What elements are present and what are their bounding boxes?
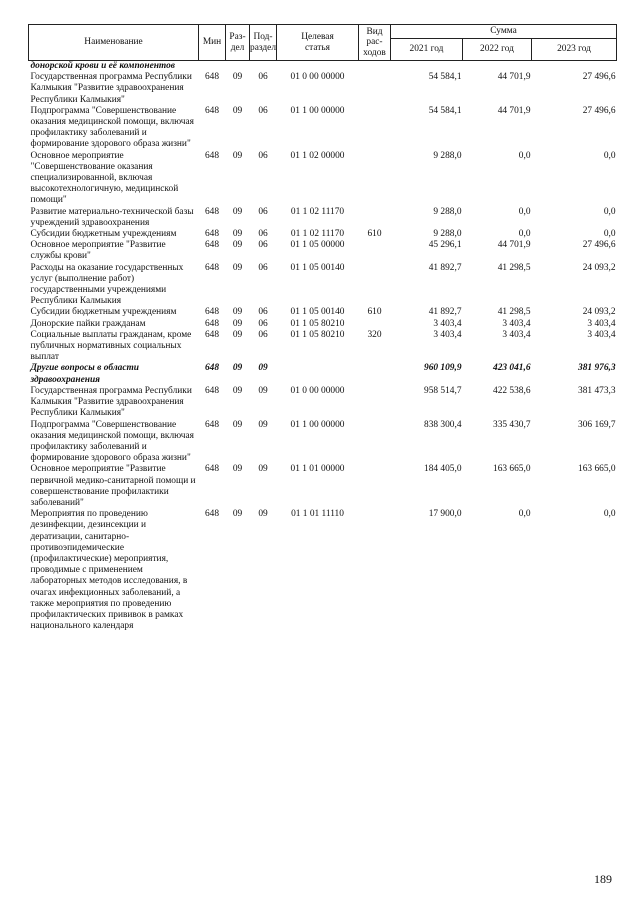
row-podrazdel	[250, 61, 277, 73]
row-sum-2021: 838 300,4	[424, 419, 462, 430]
row-razdel	[226, 61, 250, 73]
row-sum-2022: 0,0	[518, 509, 531, 520]
col-header-summa: Сумма	[391, 25, 617, 39]
table-row	[29, 464, 617, 509]
row-razdel: 09	[232, 509, 243, 520]
row-sum-2023: 27 496,6	[582, 105, 616, 116]
row-min: 648	[204, 72, 220, 83]
row-min: 648	[204, 363, 220, 374]
row-sum-2023: 27 496,6	[582, 240, 616, 251]
row-razdel: 09	[232, 464, 243, 475]
row-vid: 610	[367, 307, 382, 318]
row-sum-2021: 184 405,0	[424, 464, 462, 475]
row-target: 01 1 02 11170	[290, 206, 345, 217]
row-name: Социальные выплаты гражданам, кроме публичных нормативных социальных выплат	[30, 329, 192, 363]
row-sum-2023: 3 403,4	[587, 318, 616, 329]
row-sum-2023: 0,0	[603, 229, 616, 240]
row-vid	[359, 319, 391, 330]
row-vid	[359, 363, 391, 385]
row-podrazdel: 06	[258, 240, 268, 251]
row-min: 648	[204, 229, 220, 240]
row-sum-2022: 41 298,5	[497, 307, 531, 318]
row-target	[277, 61, 359, 73]
row-vid	[359, 61, 391, 73]
col-header-target: Целевая статья	[277, 25, 359, 61]
row-target: 01 1 05 00000	[290, 240, 345, 251]
row-target: 01 1 05 80210	[290, 318, 345, 329]
row-min: 648	[204, 150, 220, 161]
row-target	[277, 363, 359, 385]
table-row	[29, 420, 617, 465]
row-name: Основное мероприятие "Развитие службы крови"	[30, 240, 166, 262]
row-sum-2022: 0,0	[518, 150, 531, 161]
row-target: 01 1 02 00000	[290, 150, 345, 161]
row-vid: 320	[367, 329, 382, 340]
row-vid	[359, 106, 391, 151]
row-target: 01 1 02 11170	[290, 229, 345, 240]
row-vid	[359, 151, 391, 207]
row-target: 01 1 05 80210	[290, 329, 345, 340]
row-podrazdel: 06	[258, 150, 268, 161]
row-razdel: 09	[232, 206, 243, 217]
row-sum-2021: 41 892,7	[428, 307, 462, 318]
row-min: 648	[204, 385, 220, 396]
row-min: 648	[204, 307, 220, 318]
row-razdel: 09	[232, 307, 243, 318]
row-target: 01 1 01 00000	[290, 464, 345, 475]
table-row	[29, 330, 617, 364]
row-sum-2021: 54 584,1	[428, 105, 462, 116]
row-name: Подпрограмма "Совершенствование оказания медицинской помощи, включая профилактику заболеваний и формирование здорового образа жизни"	[30, 419, 194, 464]
row-razdel: 09	[232, 329, 243, 340]
row-vid	[359, 263, 391, 308]
row-name: Субсидии бюджетным учреждениям	[30, 229, 177, 240]
row-podrazdel: 09	[258, 464, 268, 475]
row-sum-2021: 958 514,7	[424, 385, 462, 396]
col-header-min: Мин	[199, 25, 226, 61]
row-podrazdel: 06	[258, 262, 268, 273]
row-target: 01 1 00 00000	[290, 419, 345, 430]
row-name: Государственная программа Республики Калмыкия "Развитие здравоохранения Республики Калмыкия"	[30, 385, 192, 419]
row-min: 648	[204, 105, 220, 116]
row-name: Государственная программа Республики Калмыкия "Развитие здравоохранения Республики Калмыкия"	[30, 72, 192, 105]
row-target: 01 1 05 00140	[290, 307, 345, 318]
row-name: Мероприятия по проведению дезинфекции, дезинсекции и дератизации, санитарно-противоэпидемические (профилактические) мероприятия, проводимые с применением лабораторных методов исследования, в очагах инфекционных заболеваний, а также мероприятия по проведению профилактических прививок в рамках национального календаря	[30, 509, 188, 632]
table-row	[29, 363, 617, 385]
col-header-razdel: Раз- дел	[226, 25, 250, 61]
col-header-name: Наименование	[29, 25, 199, 61]
row-podrazdel: 06	[258, 318, 268, 329]
row-name: Донорские пайки гражданам	[30, 318, 146, 329]
row-sum-2021: 9 288,0	[433, 229, 462, 240]
row-vid	[359, 420, 391, 465]
row-sum-2022: 3 403,4	[502, 329, 531, 340]
table-row	[29, 307, 617, 318]
table-row	[29, 509, 617, 632]
row-sum-2023: 381 473,3	[578, 385, 616, 396]
row-razdel: 09	[232, 150, 243, 161]
row-podrazdel: 09	[258, 385, 268, 396]
row-sum-2022: 3 403,4	[502, 318, 531, 329]
row-name: Основное мероприятие "Совершенствование оказания специализированной, включая высокотехнологичную, медицинской помощи"	[30, 150, 179, 206]
row-vid	[359, 240, 391, 262]
row-min: 648	[204, 464, 220, 475]
row-min: 648	[204, 509, 220, 520]
row-sum-2022: 163 665,0	[493, 464, 531, 475]
row-sum-2023: 24 093,2	[582, 262, 616, 273]
table-row	[29, 151, 617, 207]
row-vid	[359, 386, 391, 420]
row-name: Подпрограмма "Совершенствование оказания медицинской помощи, включая профилактику заболеваний и формирование здорового образа жизни"	[30, 105, 194, 150]
row-razdel: 09	[232, 419, 243, 430]
row-sum-2021: 45 296,1	[428, 240, 462, 251]
row-razdel: 09	[232, 318, 243, 329]
row-name: Расходы на оказание государственных услуг (выполнение работ) государственными учреждениями Республики Калмыкия	[30, 262, 184, 307]
row-sum-2021	[391, 61, 463, 73]
row-target: 01 1 05 00140	[290, 262, 345, 273]
col-header-podrazdel: Под- раздел	[250, 25, 277, 61]
col-header-vid: Вид рас- ходов	[359, 25, 391, 61]
row-razdel: 09	[232, 240, 243, 251]
row-podrazdel: 09	[258, 363, 268, 374]
row-sum-2022: 41 298,5	[497, 262, 531, 273]
row-razdel: 09	[232, 262, 243, 273]
col-header-2021: 2021 год	[391, 39, 463, 61]
row-sum-2023: 0,0	[603, 509, 616, 520]
row-target: 01 1 01 11110	[291, 509, 344, 520]
col-header-2022: 2022 год	[463, 39, 532, 61]
row-podrazdel: 09	[258, 509, 268, 520]
row-sum-2023	[532, 61, 617, 73]
row-min: 648	[204, 240, 220, 251]
row-podrazdel: 06	[258, 206, 268, 217]
row-name: Субсидии бюджетным учреждениям	[30, 307, 177, 318]
table-row	[29, 61, 617, 73]
row-sum-2023: 381 976,3	[578, 363, 616, 374]
page-number: 189	[594, 872, 612, 886]
row-sum-2021: 3 403,4	[433, 318, 462, 329]
row-sum-2023: 24 093,2	[582, 307, 616, 318]
row-sum-2022: 44 701,9	[497, 240, 531, 251]
row-vid: 610	[367, 229, 382, 240]
row-name: Основное мероприятие "Развитие первичной медико-санитарной помощи и совершенствование профилактики заболеваний"	[30, 464, 196, 508]
row-vid	[359, 464, 391, 509]
row-sum-2021: 9 288,0	[433, 206, 462, 217]
row-razdel: 09	[232, 105, 243, 116]
table-row	[29, 207, 617, 229]
row-name: донорской крови и её компонентов	[30, 61, 175, 71]
row-sum-2021: 9 288,0	[433, 150, 462, 161]
col-header-2023: 2023 год	[532, 39, 617, 61]
row-min	[199, 61, 226, 73]
row-podrazdel: 06	[258, 229, 268, 240]
row-sum-2022: 44 701,9	[497, 72, 531, 83]
row-sum-2021: 3 403,4	[433, 329, 462, 340]
row-razdel: 09	[232, 72, 243, 83]
row-vid	[359, 207, 391, 229]
row-sum-2021: 54 584,1	[428, 72, 462, 83]
row-name: Другие вопросы в области здравоохранения	[30, 363, 139, 385]
row-target: 01 0 00 00000	[290, 72, 345, 83]
row-sum-2023: 306 169,7	[578, 419, 616, 430]
row-name: Развитие материально-технической базы учреждений здравоохранения	[30, 206, 194, 228]
table-row	[29, 240, 617, 262]
row-min: 648	[204, 262, 220, 273]
row-sum-2023: 0,0	[603, 150, 616, 161]
row-min: 648	[204, 419, 220, 430]
row-sum-2022	[463, 61, 532, 73]
table-row	[29, 229, 617, 240]
row-target: 01 1 00 00000	[290, 105, 345, 116]
row-min: 648	[204, 206, 220, 217]
row-min: 648	[204, 318, 220, 329]
row-razdel: 09	[232, 363, 243, 374]
row-sum-2023: 0,0	[603, 206, 616, 217]
row-podrazdel: 06	[258, 105, 268, 116]
row-razdel: 09	[232, 229, 243, 240]
row-sum-2023: 27 496,6	[582, 72, 616, 83]
row-target: 01 0 00 00000	[290, 385, 345, 396]
row-sum-2022: 0,0	[518, 229, 531, 240]
table-row	[29, 319, 617, 330]
budget-table	[28, 24, 617, 632]
table-body	[29, 61, 617, 633]
row-sum-2022: 0,0	[518, 206, 531, 217]
row-sum-2021: 41 892,7	[428, 262, 462, 273]
row-podrazdel: 06	[258, 72, 268, 83]
row-podrazdel: 09	[258, 419, 268, 430]
row-sum-2022: 423 041,6	[493, 363, 531, 374]
row-vid	[359, 72, 391, 106]
row-sum-2022: 335 430,7	[493, 419, 531, 430]
table-row	[29, 106, 617, 151]
row-sum-2022: 422 538,6	[493, 385, 531, 396]
table-row	[29, 263, 617, 308]
row-sum-2023: 163 665,0	[578, 464, 616, 475]
row-sum-2021: 960 109,9	[424, 363, 462, 374]
row-podrazdel: 06	[258, 329, 268, 340]
row-razdel: 09	[232, 385, 243, 396]
row-sum-2021: 17 900,0	[428, 509, 462, 520]
row-vid	[359, 509, 391, 632]
table-row	[29, 386, 617, 420]
table-row	[29, 72, 617, 106]
row-sum-2023: 3 403,4	[587, 329, 616, 340]
row-sum-2022: 44 701,9	[497, 105, 531, 116]
row-min: 648	[204, 329, 220, 340]
row-podrazdel: 06	[258, 307, 268, 318]
